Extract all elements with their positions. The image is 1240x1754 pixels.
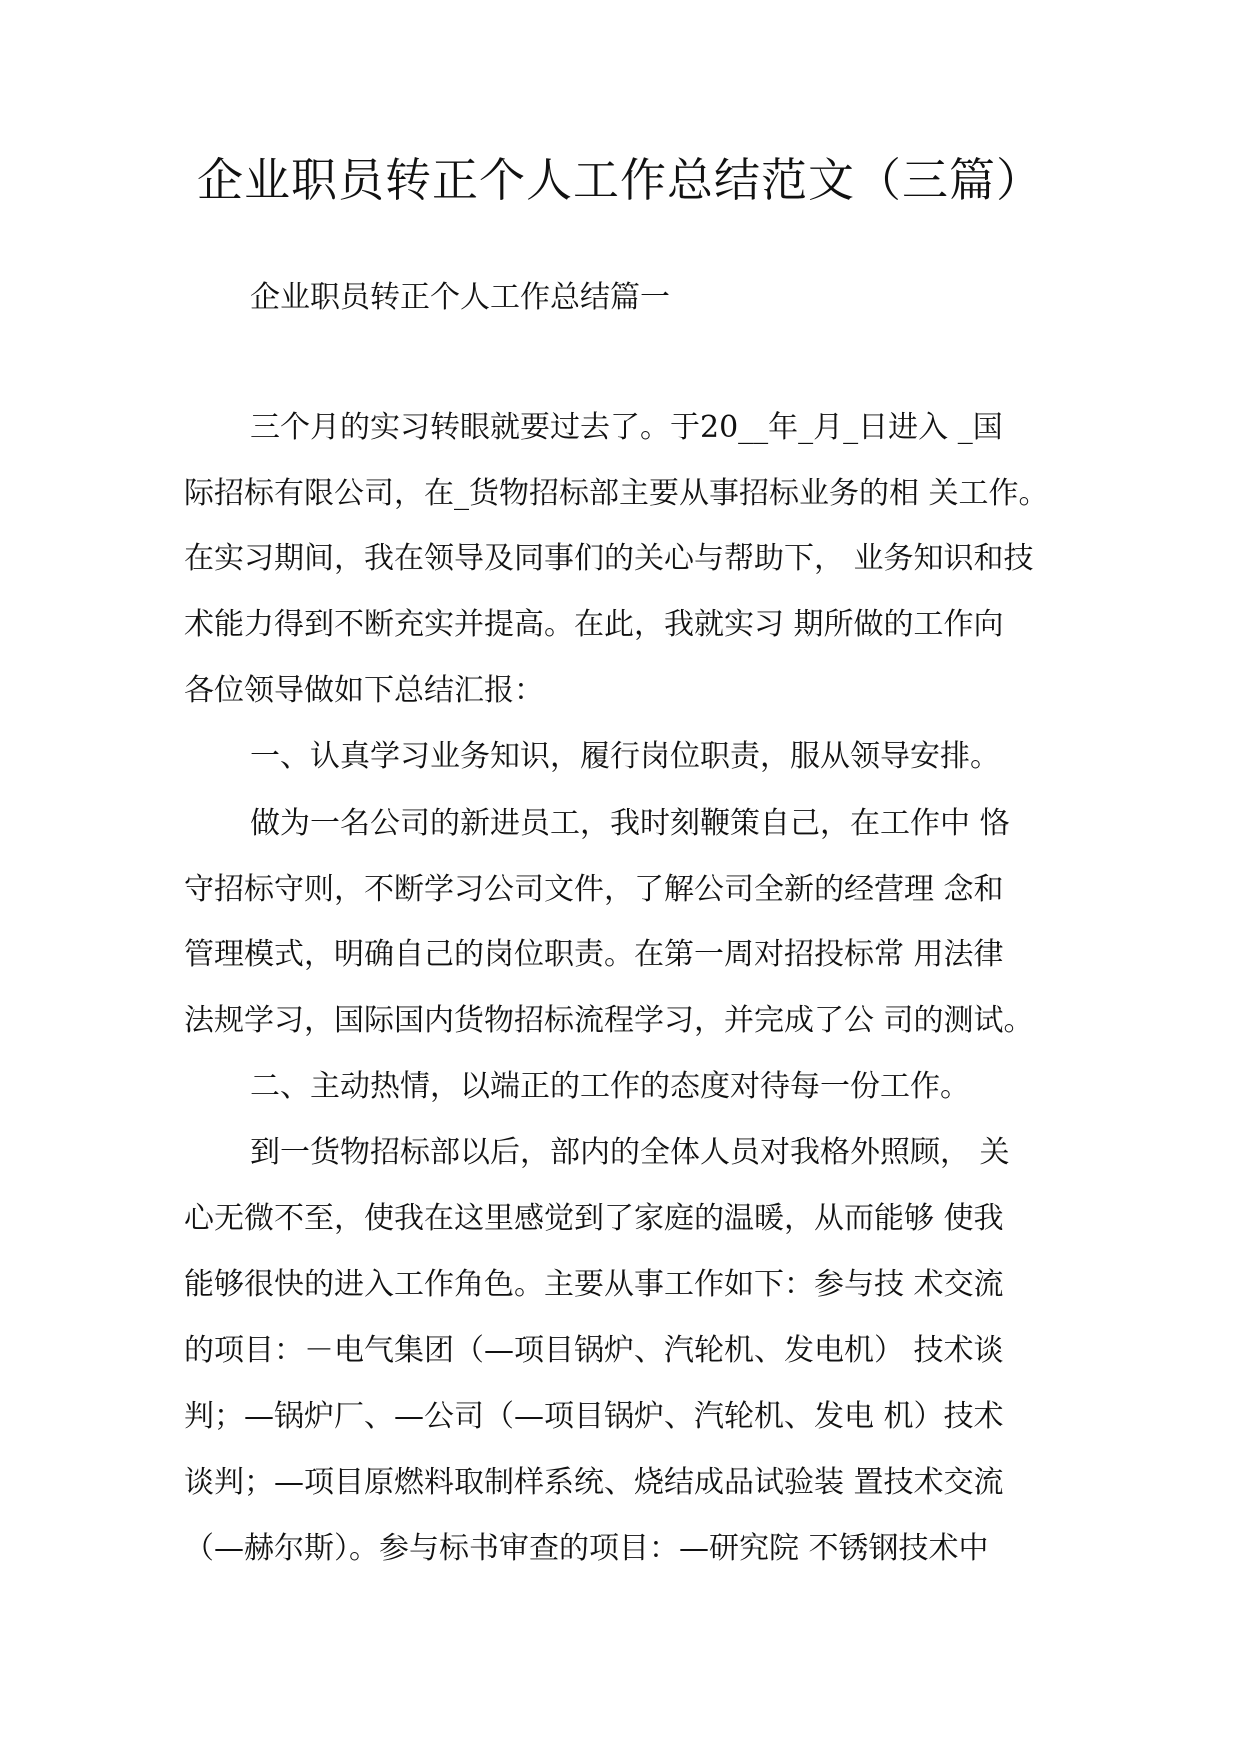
paragraph-line: 到一货物招标部以后，部内的全体人员对我格外照顾， 关 [250,1135,1010,1170]
document-title: 企业职员转正个人工作总结范文（三篇） [197,153,1043,207]
paragraph-line: 各位领导做如下总结汇报： [184,673,544,708]
paragraph-line: 际招标有限公司，在_货物招标部主要从事招标业务的相 关工作。 [184,476,1049,511]
paragraph-line: 三个月的实习转眼就要过去了。于20__年_月_日进入 _国 [250,410,1003,445]
paragraph-line: 心无微不至，使我在这里感觉到了家庭的温暖，从而能够 使我 [184,1201,1004,1236]
paragraph-line: （—赫尔斯）。参与标书审查的项目：—研究院 不锈钢技术中 [184,1531,989,1566]
paragraph-line: 做为一名公司的新进员工，我时刻鞭策自己，在工作中 恪 [250,806,1010,841]
subheading-line: 二、主动热情，以端正的工作的态度对待每一份工作。 [250,1069,970,1104]
paragraph-line: 谈判；—项目原燃料取制样系统、烧结成品试验装 置技术交流 [184,1465,1004,1500]
section-heading: 企业职员转正个人工作总结篇一 [250,280,670,315]
paragraph-line: 判；—锅炉厂、—公司（—项目锅炉、汽轮机、发电 机）技术 [184,1399,1004,1434]
subheading-line: 一、认真学习业务知识，履行岗位职责，服从领导安排。 [250,739,1000,774]
paragraph-line: 法规学习，国际国内货物招标流程学习，并完成了公 司的测试。 [184,1003,1034,1038]
paragraph-line: 的项目：－电气集团（—项目锅炉、汽轮机、发电机） 技术谈 [184,1333,1004,1368]
paragraph-line: 在实习期间，我在领导及同事们的关心与帮助下， 业务知识和技 [184,541,1034,576]
paragraph-line: 守招标守则，不断学习公司文件，了解公司全新的经营理 念和 [184,872,1004,907]
paragraph-line: 术能力得到不断充实并提高。在此，我就实习 期所做的工作向 [184,607,1004,642]
paragraph-line: 管理模式，明确自己的岗位职责。在第一周对招投标常 用法律 [184,937,1004,972]
paragraph-line: 能够很快的进入工作角色。主要从事工作如下：参与技 术交流 [184,1267,1004,1302]
